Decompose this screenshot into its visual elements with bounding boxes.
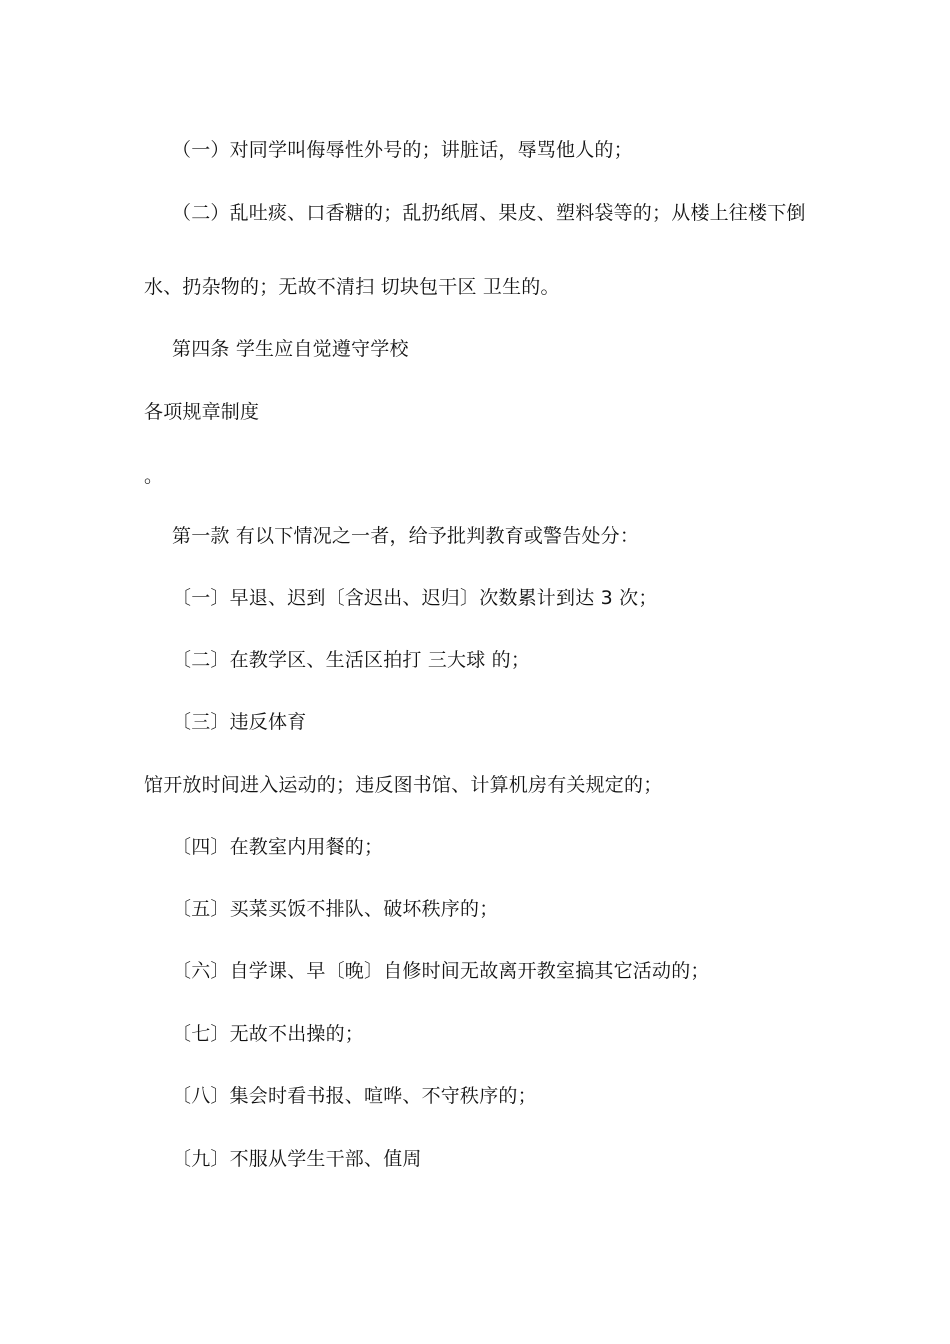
item-6: 〔六〕自学课、早〔晚〕自修时间无故离开教室搞其它活动的； bbox=[172, 960, 710, 982]
article-heading-continued: 各项规章制度 bbox=[144, 401, 260, 423]
item-5: 〔五〕买菜买饭不排队、破坏秩序的； bbox=[172, 898, 499, 920]
item-7: 〔七〕无故不出操的； bbox=[172, 1023, 365, 1045]
item-1: 〔一〕早退、迟到〔含迟出、迟归〕次数累计到达 3 次； bbox=[172, 587, 658, 609]
item-8: 〔八〕集会时看书报、喧哗、不守秩序的； bbox=[172, 1085, 537, 1107]
article-period: 。 bbox=[144, 465, 164, 487]
section-heading: 第一款 有以下情况之一者，给予批判教育或警告处分： bbox=[172, 525, 640, 547]
clause-line-2: （二）乱吐痰、口香糖的；乱扔纸屑、果皮、塑料袋等的；从楼上往楼下倒 bbox=[172, 202, 806, 224]
item-4: 〔四〕在教室内用餐的； bbox=[172, 836, 384, 858]
article-heading: 第四条 学生应自觉遵守学校 bbox=[172, 338, 409, 360]
clause-line-1: （一）对同学叫侮辱性外号的；讲脏话，辱骂他人的； bbox=[172, 139, 633, 161]
item-3: 〔三〕违反体育 bbox=[172, 711, 307, 733]
item-3-continued: 馆开放时间进入运动的；违反图书馆、计算机房有关规定的； bbox=[144, 774, 663, 796]
clause-line-2-continued: 水、扔杂物的；无故不清扫 切块包干区 卫生的。 bbox=[144, 276, 560, 298]
item-2: 〔二〕在教学区、生活区拍打 三大球 的； bbox=[172, 649, 531, 671]
item-9: 〔九〕不服从学生干部、值周 bbox=[172, 1148, 422, 1170]
